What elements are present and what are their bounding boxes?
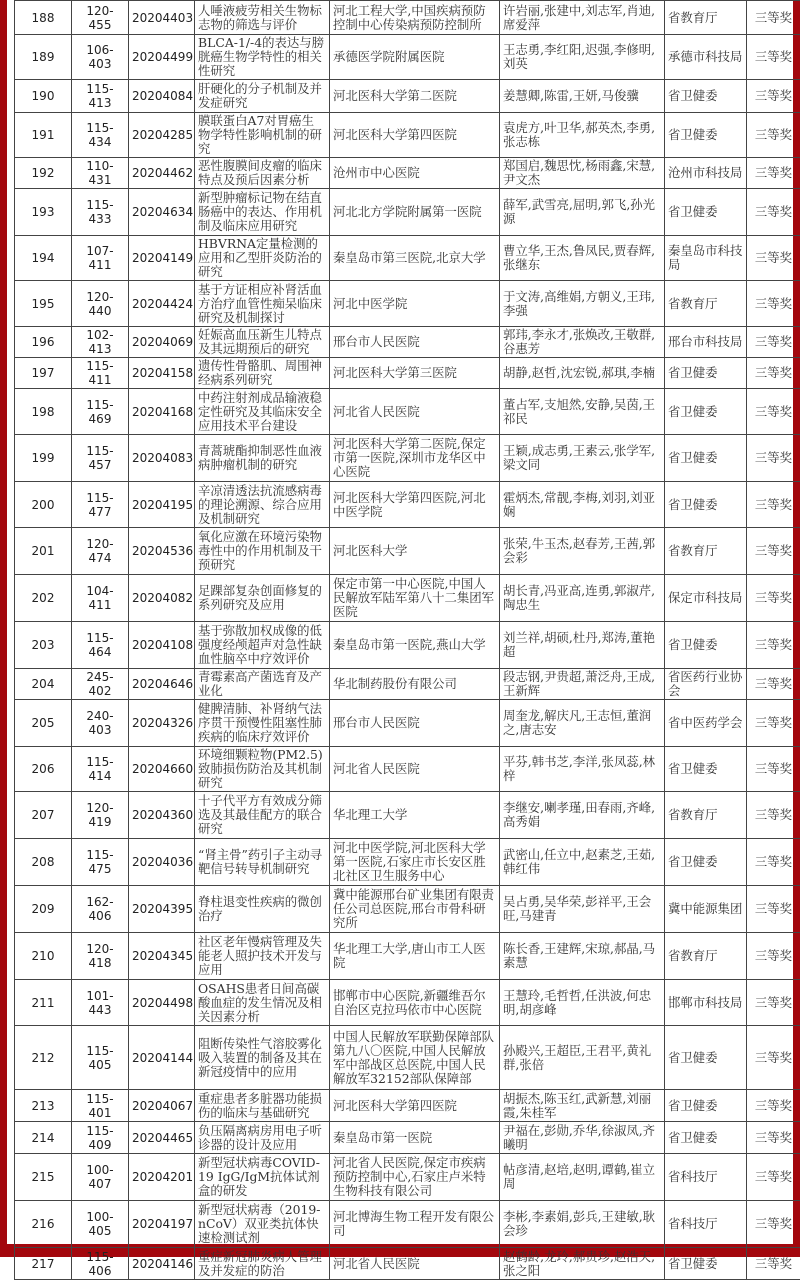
award-level-cell: 三等奖 <box>747 189 800 236</box>
completing-units-cell: 河北医科大学第四医院,河北中医学院 <box>330 482 500 528</box>
recommender-cell: 保定市科技局 <box>665 575 747 622</box>
completers-cell: 曹立华,王杰,鲁凤民,贾春辉,张继东 <box>500 236 665 281</box>
seq-cell: 201 <box>15 528 72 575</box>
table-row <box>15 747 800 792</box>
project-title-cell: BLCA-1/-4的表达与膀胱癌生物学特性的相关性研究 <box>195 35 330 80</box>
project-title-cell: 基于弥散加权成像的低强度经颅超声对急性缺血性脑卒中疗效评价 <box>195 622 330 669</box>
completers-cell: 陈长香,王建辉,宋琼,郝晶,马素慧 <box>500 933 665 980</box>
recommender-cell: 省卫健委 <box>665 482 747 528</box>
award-level-cell: 三等奖 <box>747 886 800 933</box>
seq-cell: 214 <box>15 1122 72 1154</box>
award-level-cell: 三等奖 <box>747 700 800 747</box>
award-list-table <box>14 0 800 1280</box>
table-row <box>15 281 800 327</box>
project-title-cell: 妊娠高血压新生儿特点及其远期预后的研究 <box>195 327 330 358</box>
category-code-cell: 107-411 <box>72 236 129 281</box>
seq-cell: 212 <box>15 1026 72 1090</box>
completing-units-cell: 中国人民解放军联勤保障部队第九八〇医院,中国人民解放军中部战区总医院,中国人民解放军32152部队保障部 <box>330 1026 500 1090</box>
seq-cell: 191 <box>15 113 72 158</box>
completers-cell: 李彬,李素娟,彭兵,王建敏,耿会珍 <box>500 1201 665 1248</box>
project-title-cell: 新型肿瘤标记物在结直肠癌中的表达、作用机制及临床应用研究 <box>195 189 330 236</box>
seq-cell: 189 <box>15 35 72 80</box>
recommender-cell: 省卫健委 <box>665 622 747 669</box>
completers-cell: 董占军,支旭然,安静,吴茵,王祁民 <box>500 389 665 435</box>
seq-cell: 207 <box>15 792 72 839</box>
recommender-cell: 省教育厅 <box>665 933 747 980</box>
project-title-cell: 十子代平方有效成分筛选及其最佳配方的联合研究 <box>195 792 330 839</box>
seq-cell: 193 <box>15 189 72 236</box>
completing-units-cell: 河北医科大学 <box>330 528 500 575</box>
completing-units-cell: 河北省人民医院,保定市疾病预防控制中心,石家庄卢米特生物科技有限公司 <box>330 1154 500 1201</box>
table-row <box>15 158 800 189</box>
table-row <box>15 435 800 482</box>
project-id-cell: 20204424 <box>129 281 195 327</box>
project-id-cell: 20204201 <box>129 1154 195 1201</box>
project-title-cell: “肾主骨”药引子主动寻靶信号转导机制研究 <box>195 839 330 886</box>
category-code-cell: 115-413 <box>72 80 129 113</box>
category-code-cell: 120-419 <box>72 792 129 839</box>
completing-units-cell: 河北中医学院,河北医科大学第一医院,石家庄市长安区胜北社区卫生服务中心 <box>330 839 500 886</box>
recommender-cell: 省医药行业协会 <box>665 669 747 700</box>
project-title-cell: 膜联蛋白A7对胃癌生物学特性影响机制的研究 <box>195 113 330 158</box>
completers-cell: 胡振杰,陈玉红,武新慧,刘丽霞,朱桂军 <box>500 1090 665 1122</box>
category-code-cell: 240-403 <box>72 700 129 747</box>
project-id-cell: 20204195 <box>129 482 195 528</box>
completing-units-cell: 河北医科大学第二医院 <box>330 80 500 113</box>
table-row <box>15 933 800 980</box>
project-title-cell: 脊柱退变性疾病的微创治疗 <box>195 886 330 933</box>
completers-cell: 李继安,喇孝瑾,田春雨,齐峰,高秀娟 <box>500 792 665 839</box>
seq-cell: 203 <box>15 622 72 669</box>
recommender-cell: 省教育厅 <box>665 792 747 839</box>
completers-cell: 袁虎方,叶卫华,郝英杰,李勇,张志栋 <box>500 113 665 158</box>
completing-units-cell: 华北理工大学,唐山市工人医院 <box>330 933 500 980</box>
project-id-cell: 20204197 <box>129 1201 195 1248</box>
completers-cell: 霍炳杰,常靓,李梅,刘羽,刘亚娴 <box>500 482 665 528</box>
project-title-cell: 足踝部复杂创面修复的系列研究及应用 <box>195 575 330 622</box>
recommender-cell: 省卫健委 <box>665 1026 747 1090</box>
project-id-cell: 20204536 <box>129 528 195 575</box>
completers-cell: 段志钢,尹贵超,萧泛舟,王成,王新辉 <box>500 669 665 700</box>
award-level-cell: 三等奖 <box>747 158 800 189</box>
completing-units-cell: 河北省人民医院 <box>330 389 500 435</box>
category-code-cell: 115-406 <box>72 1248 129 1280</box>
project-id-cell: 20204499 <box>129 35 195 80</box>
award-level-cell: 三等奖 <box>747 1248 800 1280</box>
category-code-cell: 245-402 <box>72 669 129 700</box>
completers-cell: 于文涛,高维娟,方朝义,王玮,李强 <box>500 281 665 327</box>
recommender-cell: 省教育厅 <box>665 281 747 327</box>
completers-cell: 姜慧卿,陈雷,王妍,马俊骥 <box>500 80 665 113</box>
award-level-cell: 三等奖 <box>747 358 800 389</box>
completing-units-cell: 沧州市中心医院 <box>330 158 500 189</box>
recommender-cell: 邯郸市科技局 <box>665 980 747 1026</box>
seq-cell: 195 <box>15 281 72 327</box>
project-title-cell: 辛凉清透法抗流感病毒的理论溯源、综合应用及机制研究 <box>195 482 330 528</box>
recommender-cell: 省卫健委 <box>665 389 747 435</box>
category-code-cell: 102-413 <box>72 327 129 358</box>
project-id-cell: 20204403 <box>129 1 195 35</box>
category-code-cell: 120-440 <box>72 281 129 327</box>
award-level-cell: 三等奖 <box>747 35 800 80</box>
project-id-cell: 20204149 <box>129 236 195 281</box>
table-row <box>15 358 800 389</box>
table-row <box>15 80 800 113</box>
project-title-cell: OSAHS患者日间高碳酸血症的发生情况及相关因素分析 <box>195 980 330 1026</box>
project-id-cell: 20204158 <box>129 358 195 389</box>
recommender-cell: 省卫健委 <box>665 189 747 236</box>
seq-cell: 194 <box>15 236 72 281</box>
recommender-cell: 沧州市科技局 <box>665 158 747 189</box>
table-row <box>15 35 800 80</box>
completing-units-cell: 华北制药股份有限公司 <box>330 669 500 700</box>
seq-cell: 198 <box>15 389 72 435</box>
table-row <box>15 1154 800 1201</box>
category-code-cell: 115-405 <box>72 1026 129 1090</box>
project-title-cell: 阻断传染性气溶胶雾化吸入装置的制备及其在新冠疫情中的应用 <box>195 1026 330 1090</box>
project-id-cell: 20204395 <box>129 886 195 933</box>
seq-cell: 215 <box>15 1154 72 1201</box>
completing-units-cell: 河北医科大学第二医院,保定市第一医院,深圳市龙华区中心医院 <box>330 435 500 482</box>
completers-cell: 郭玮,李永才,张焕改,王敬群,谷惠芳 <box>500 327 665 358</box>
table-row <box>15 113 800 158</box>
table-row <box>15 482 800 528</box>
completers-cell: 胡长青,冯亚高,连勇,郭淑芹,陶忠生 <box>500 575 665 622</box>
award-level-cell: 三等奖 <box>747 1090 800 1122</box>
table-row <box>15 1201 800 1248</box>
completers-cell: 吴占勇,吴华荣,彭祥平,王会旺,马建青 <box>500 886 665 933</box>
recommender-cell: 省卫健委 <box>665 358 747 389</box>
award-level-cell: 三等奖 <box>747 575 800 622</box>
recommender-cell: 省卫健委 <box>665 747 747 792</box>
table-row <box>15 1026 800 1090</box>
category-code-cell: 120-418 <box>72 933 129 980</box>
project-title-cell: 重症患者多脏器功能损伤的临床与基础研究 <box>195 1090 330 1122</box>
completing-units-cell: 秦皇岛市第一医院 <box>330 1122 500 1154</box>
project-title-cell: 青霉素高产菌选育及产业化 <box>195 669 330 700</box>
recommender-cell: 承德市科技局 <box>665 35 747 80</box>
recommender-cell: 省卫健委 <box>665 1090 747 1122</box>
project-title-cell: 新型冠状病毒COVID-19 IgG/IgM抗体试剂盒的研发 <box>195 1154 330 1201</box>
completing-units-cell: 冀中能源邢台矿业集团有限责任公司总医院,邢台市骨科研究所 <box>330 886 500 933</box>
project-title-cell: HBVRNA定量检测的应用和乙型肝炎防治的研究 <box>195 236 330 281</box>
table-row <box>15 575 800 622</box>
table-row <box>15 327 800 358</box>
recommender-cell: 省卫健委 <box>665 80 747 113</box>
project-id-cell: 20204345 <box>129 933 195 980</box>
recommender-cell: 省中医药学会 <box>665 700 747 747</box>
category-code-cell: 104-411 <box>72 575 129 622</box>
table-row <box>15 886 800 933</box>
project-title-cell: 重症新冠肺炎病人管理及并发症的防治 <box>195 1248 330 1280</box>
table-row <box>15 236 800 281</box>
seq-cell: 206 <box>15 747 72 792</box>
project-title-cell: 青蒿琥酯抑制恶性血液病肿瘤机制的研究 <box>195 435 330 482</box>
award-level-cell: 三等奖 <box>747 482 800 528</box>
completers-cell: 刘兰祥,胡硕,杜丹,郑涛,董艳超 <box>500 622 665 669</box>
project-id-cell: 20204660 <box>129 747 195 792</box>
table-row <box>15 1122 800 1154</box>
completing-units-cell: 河北北方学院附属第一医院 <box>330 189 500 236</box>
completers-cell: 王慧玲,毛哲哲,任洪波,何忠明,胡彦峰 <box>500 980 665 1026</box>
project-id-cell: 20204465 <box>129 1122 195 1154</box>
award-level-cell: 三等奖 <box>747 839 800 886</box>
seq-cell: 196 <box>15 327 72 358</box>
completing-units-cell: 承德医学院附属医院 <box>330 35 500 80</box>
category-code-cell: 115-414 <box>72 747 129 792</box>
table-row <box>15 528 800 575</box>
category-code-cell: 115-475 <box>72 839 129 886</box>
category-code-cell: 115-409 <box>72 1122 129 1154</box>
recommender-cell: 邢台市科技局 <box>665 327 747 358</box>
category-code-cell: 100-407 <box>72 1154 129 1201</box>
completers-cell: 尹福在,彭勋,乔华,徐淑凤,齐曦明 <box>500 1122 665 1154</box>
project-id-cell: 20204108 <box>129 622 195 669</box>
project-id-cell: 20204168 <box>129 389 195 435</box>
completers-cell: 赵鹤龄,龙玲,郝贵珍,赵浩天,张之阳 <box>500 1248 665 1280</box>
award-level-cell: 三等奖 <box>747 792 800 839</box>
award-level-cell: 三等奖 <box>747 236 800 281</box>
completers-cell: 郑国启,魏思忱,杨雨鑫,宋慧,尹文杰 <box>500 158 665 189</box>
recommender-cell: 省卫健委 <box>665 113 747 158</box>
project-title-cell: 人唾液疲劳相关生物标志物的筛选与评价 <box>195 1 330 35</box>
seq-cell: 216 <box>15 1201 72 1248</box>
category-code-cell: 115-464 <box>72 622 129 669</box>
recommender-cell: 秦皇岛市科技局 <box>665 236 747 281</box>
recommender-cell: 省卫健委 <box>665 839 747 886</box>
seq-cell: 217 <box>15 1248 72 1280</box>
completing-units-cell: 河北省人民医院 <box>330 1248 500 1280</box>
table-row <box>15 1 800 35</box>
table-row <box>15 389 800 435</box>
award-level-cell: 三等奖 <box>747 528 800 575</box>
table-row <box>15 1090 800 1122</box>
project-title-cell: 氧化应激在环境污染物毒性中的作用机制及干预研究 <box>195 528 330 575</box>
award-level-cell: 三等奖 <box>747 435 800 482</box>
completers-cell: 平芬,韩书芝,李洋,张凤蕊,林梓 <box>500 747 665 792</box>
category-code-cell: 110-431 <box>72 158 129 189</box>
category-code-cell: 115-477 <box>72 482 129 528</box>
category-code-cell: 115-434 <box>72 113 129 158</box>
completers-cell: 薛军,武雪亮,屈明,郭飞,孙光源 <box>500 189 665 236</box>
award-level-cell: 三等奖 <box>747 389 800 435</box>
award-level-cell: 三等奖 <box>747 622 800 669</box>
seq-cell: 210 <box>15 933 72 980</box>
table-row <box>15 980 800 1026</box>
category-code-cell: 115-433 <box>72 189 129 236</box>
completing-units-cell: 华北理工大学 <box>330 792 500 839</box>
table-row <box>15 1248 800 1280</box>
category-code-cell: 115-411 <box>72 358 129 389</box>
seq-cell: 199 <box>15 435 72 482</box>
seq-cell: 213 <box>15 1090 72 1122</box>
award-level-cell: 三等奖 <box>747 1154 800 1201</box>
completing-units-cell: 河北博海生物工程开发有限公司 <box>330 1201 500 1248</box>
project-id-cell: 20204036 <box>129 839 195 886</box>
award-level-cell: 三等奖 <box>747 113 800 158</box>
project-title-cell: 健脾清肺、补肾纳气法序贯干预慢性阻塞性肺疾病的临床疗效评价 <box>195 700 330 747</box>
award-level-cell: 三等奖 <box>747 980 800 1026</box>
project-id-cell: 20204285 <box>129 113 195 158</box>
table-row <box>15 792 800 839</box>
completing-units-cell: 河北医科大学第三医院 <box>330 358 500 389</box>
award-level-cell: 三等奖 <box>747 1026 800 1090</box>
recommender-cell: 省科技厅 <box>665 1154 747 1201</box>
completing-units-cell: 邢台市人民医院 <box>330 700 500 747</box>
recommender-cell: 省卫健委 <box>665 1122 747 1154</box>
completing-units-cell: 秦皇岛市第三医院,北京大学 <box>330 236 500 281</box>
completers-cell: 孙殿兴,王超臣,王君平,黄礼群,张倍 <box>500 1026 665 1090</box>
table-row <box>15 700 800 747</box>
table-row <box>15 189 800 236</box>
seq-cell: 205 <box>15 700 72 747</box>
recommender-cell: 省科技厅 <box>665 1201 747 1248</box>
project-title-cell: 中药注射剂成品输液稳定性研究及其临床安全应用技术平台建设 <box>195 389 330 435</box>
completing-units-cell: 邢台市人民医院 <box>330 327 500 358</box>
project-id-cell: 20204360 <box>129 792 195 839</box>
recommender-cell: 冀中能源集团 <box>665 886 747 933</box>
award-level-cell: 三等奖 <box>747 669 800 700</box>
seq-cell: 188 <box>15 1 72 35</box>
award-level-cell: 三等奖 <box>747 747 800 792</box>
completers-cell: 王颖,成志勇,王素云,张学军,梁文同 <box>500 435 665 482</box>
table-row <box>15 622 800 669</box>
category-code-cell: 100-405 <box>72 1201 129 1248</box>
category-code-cell: 115-469 <box>72 389 129 435</box>
completers-cell: 王志勇,李红阳,迟强,李修明,刘英 <box>500 35 665 80</box>
completing-units-cell: 河北工程大学,中国疾病预防控制中心传染病预防控制所 <box>330 1 500 35</box>
award-level-cell: 三等奖 <box>747 1122 800 1154</box>
project-title-cell: 环境细颗粒物(PM2.5)致肺损伤防治及其机制研究 <box>195 747 330 792</box>
category-code-cell: 115-401 <box>72 1090 129 1122</box>
completers-cell: 许岩丽,张建中,刘志军,肖迪,席爱萍 <box>500 1 665 35</box>
completers-cell: 张荣,牛玉杰,赵春芳,王茜,郭会彩 <box>500 528 665 575</box>
project-title-cell: 基于方证相应补肾活血方治疗血管性痴呆临床研究及机制探讨 <box>195 281 330 327</box>
category-code-cell: 115-457 <box>72 435 129 482</box>
award-level-cell: 三等奖 <box>747 281 800 327</box>
completing-units-cell: 河北中医学院 <box>330 281 500 327</box>
completing-units-cell: 邯郸市中心医院,新疆维吾尔自治区克拉玛依市中心医院 <box>330 980 500 1026</box>
category-code-cell: 162-406 <box>72 886 129 933</box>
completing-units-cell: 河北医科大学第四医院 <box>330 113 500 158</box>
category-code-cell: 120-455 <box>72 1 129 35</box>
recommender-cell: 省卫健委 <box>665 435 747 482</box>
seq-cell: 190 <box>15 80 72 113</box>
project-id-cell: 20204083 <box>129 435 195 482</box>
award-rows <box>15 1 800 1280</box>
award-level-cell: 三等奖 <box>747 933 800 980</box>
completing-units-cell: 秦皇岛市第一医院,燕山大学 <box>330 622 500 669</box>
category-code-cell: 120-474 <box>72 528 129 575</box>
project-id-cell: 20204146 <box>129 1248 195 1280</box>
completers-cell: 武密山,任立中,赵素芝,王茹,韩红伟 <box>500 839 665 886</box>
project-id-cell: 20204144 <box>129 1026 195 1090</box>
completers-cell: 周奎龙,解庆凡,王志恒,董润之,唐志安 <box>500 700 665 747</box>
completers-cell: 帖彦清,赵培,赵明,谭鹤,崔立周 <box>500 1154 665 1201</box>
project-id-cell: 20204067 <box>129 1090 195 1122</box>
project-id-cell: 20204646 <box>129 669 195 700</box>
completing-units-cell: 河北医科大学第四医院 <box>330 1090 500 1122</box>
project-title-cell: 新型冠状病毒（2019-nCoV）双亚类抗体快速检测试剂 <box>195 1201 330 1248</box>
category-code-cell: 101-443 <box>72 980 129 1026</box>
project-id-cell: 20204634 <box>129 189 195 236</box>
project-id-cell: 20204069 <box>129 327 195 358</box>
project-id-cell: 20204498 <box>129 980 195 1026</box>
seq-cell: 204 <box>15 669 72 700</box>
seq-cell: 208 <box>15 839 72 886</box>
seq-cell: 209 <box>15 886 72 933</box>
table-row <box>15 669 800 700</box>
award-level-cell: 三等奖 <box>747 1 800 35</box>
seq-cell: 200 <box>15 482 72 528</box>
completing-units-cell: 河北省人民医院 <box>330 747 500 792</box>
category-code-cell: 106-403 <box>72 35 129 80</box>
project-id-cell: 20204462 <box>129 158 195 189</box>
project-title-cell: 遗传性骨骼肌、周围神经病系列研究 <box>195 358 330 389</box>
project-id-cell: 20204082 <box>129 575 195 622</box>
project-id-cell: 20204326 <box>129 700 195 747</box>
recommender-cell: 省教育厅 <box>665 1 747 35</box>
award-level-cell: 三等奖 <box>747 80 800 113</box>
completing-units-cell: 保定市第一中心医院,中国人民解放军陆军第八十二集团军医院 <box>330 575 500 622</box>
award-level-cell: 三等奖 <box>747 1201 800 1248</box>
recommender-cell: 省教育厅 <box>665 528 747 575</box>
seq-cell: 202 <box>15 575 72 622</box>
project-title-cell: 负压隔离病房用电子听诊器的设计及应用 <box>195 1122 330 1154</box>
recommender-cell: 省卫健委 <box>665 1248 747 1280</box>
seq-cell: 211 <box>15 980 72 1026</box>
seq-cell: 192 <box>15 158 72 189</box>
project-title-cell: 恶性腹膜间皮瘤的临床特点及预后因素分析 <box>195 158 330 189</box>
project-title-cell: 社区老年慢病管理及失能老人照护技术开发与应用 <box>195 933 330 980</box>
seq-cell: 197 <box>15 358 72 389</box>
award-level-cell: 三等奖 <box>747 327 800 358</box>
table-row <box>15 839 800 886</box>
project-title-cell: 肝硬化的分子机制及并发症研究 <box>195 80 330 113</box>
completers-cell: 胡静,赵哲,沈宏锐,郝琪,李楠 <box>500 358 665 389</box>
project-id-cell: 20204084 <box>129 80 195 113</box>
